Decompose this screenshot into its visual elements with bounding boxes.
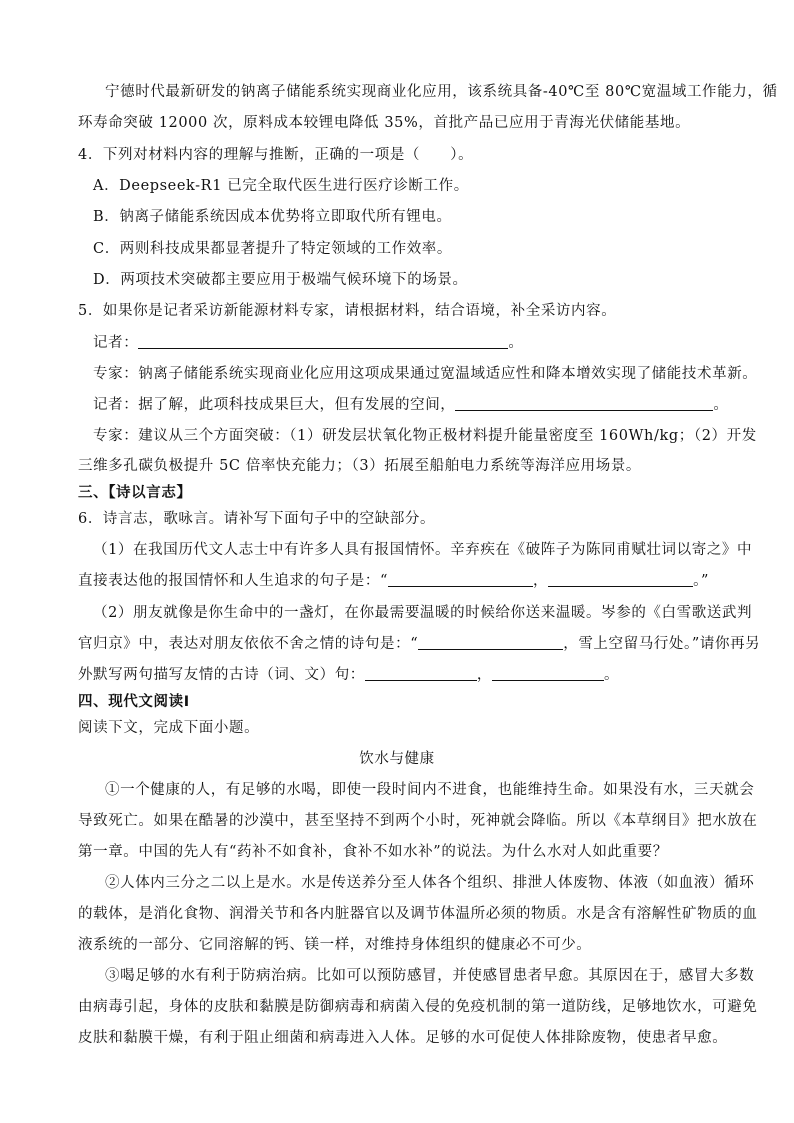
prompt-text: 官归京》中，表达对朋友依依不舍之情的诗句是：“ bbox=[78, 636, 419, 652]
prompt-text: ，雪上空留马行处。”请你再另 bbox=[563, 636, 761, 652]
answer-blank-6-2-c[interactable] bbox=[492, 665, 604, 681]
prompt-text: 直接表达他的报国情怀和人生追求的句子是：“ bbox=[78, 573, 389, 589]
punctuation: ， bbox=[476, 667, 493, 683]
para-1-line-1: ①一个健康的人，有足够的水喝，即使一段时间内不进食，也能维持生命。如果没有水，三天就会 bbox=[105, 782, 755, 798]
interview-expert-line-2b: 三维多孔碳负极提升 5C 倍率快充能力；（3）拓展至船舶电力系统等海洋应用场景。 bbox=[78, 458, 642, 474]
para-1-line-2: 导致死亡。如果在酷暑的沙漠中，甚至坚持不到两个小时，死神就会降临。所以《本草纲目》把水放在 bbox=[78, 813, 758, 829]
punctuation: 。 bbox=[604, 667, 620, 683]
para-2-line-3: 液系统的一部分、它同溶解的钙、镁一样，对维持身体组织的健康必不可少。 bbox=[78, 937, 592, 953]
question-6-part-2-line-3 bbox=[0, 664, 794, 686]
answer-blank-6-2-b[interactable] bbox=[365, 665, 477, 681]
para-2-line-2: 的载体，是消化食物、润滑关节和各内脏器官以及调节体温所必须的物质。水是含有溶解性矿物质的血 bbox=[78, 906, 758, 922]
para-3-line-3: 皮肤和黏膜干燥，有利于阻止细菌和病毒进入人体。足够的水可促使人体排除废物，使患者早愈。 bbox=[78, 1030, 728, 1046]
question-4-option-b: B．钠离子储能系统因成本优势将立即取代所有锂电。 bbox=[93, 209, 452, 225]
reporter-label: 记者： bbox=[93, 335, 139, 351]
interview-reporter-line-1 bbox=[0, 332, 794, 354]
question-4-option-a: A．Deepseek-R1 已完全取代医生进行医疗诊断工作。 bbox=[93, 178, 469, 194]
punctuation: ， bbox=[533, 573, 549, 589]
question-4-stem: 4．下列对材料内容的理解与推断，正确的一项是（ ）。 bbox=[78, 147, 474, 163]
answer-blank-6-1-b[interactable] bbox=[548, 571, 693, 587]
punctuation: 。” bbox=[693, 573, 709, 589]
section-3-heading: 三、【诗以言志】 bbox=[78, 485, 192, 501]
punctuation: 。 bbox=[713, 397, 729, 413]
interview-reporter-line-2 bbox=[0, 394, 794, 416]
question-6-part-1-line-2 bbox=[0, 570, 794, 592]
question-6-part-2-line-2 bbox=[0, 633, 794, 655]
interview-expert-line-1: 专家：钠离子储能系统实现商业化应用这项成果通过宽温域适应性和降本增效实现了储能技术革新。 bbox=[93, 366, 758, 382]
intro-line-1: 宁德时代最新研发的钠离子储能系统实现商业化应用，该系统具备-40℃至 80℃宽温域工作能力，循 bbox=[105, 84, 778, 100]
answer-blank-reporter-1[interactable] bbox=[138, 333, 508, 349]
article-title: 饮水与健康 bbox=[359, 751, 435, 767]
question-6-stem: 6．诗言志，歌咏言。请补写下面句子中的空缺部分。 bbox=[78, 511, 436, 527]
punctuation: 。 bbox=[508, 335, 524, 351]
para-3-line-1: ③喝足够的水有利于防病治病。比如可以预防感冒，并使感冒患者早愈。其原因在于，感冒大多数 bbox=[105, 968, 755, 984]
answer-blank-6-1-a[interactable] bbox=[388, 571, 533, 587]
question-6-part-2-line-1: （2）朋友就像是你生命中的一盏灯，在你最需要温暖的时候给你送来温暖。岑参的《白雪歌送武判 bbox=[93, 605, 753, 621]
answer-blank-reporter-2[interactable] bbox=[455, 395, 713, 411]
para-3-line-2: 由病毒引起，身体的皮肤和黏膜是防御病毒和病菌入侵的免疫机制的第一道防线，足够地饮水，可避免 bbox=[78, 999, 758, 1015]
reading-instruction: 阅读下文，完成下面小题。 bbox=[78, 720, 260, 736]
reporter-question: 记者：据了解，此项科技成果巨大，但有发展的空间， bbox=[93, 397, 456, 413]
para-2-line-1: ②人体内三分之二以上是水。水是传送养分至人体各个组织、排泄人体废物、体液（如血液）循环 bbox=[105, 875, 755, 891]
intro-line-2: 环寿命突破 12000 次，原料成本较锂电降低 35%，首批产品已应用于青海光伏储能基地。 bbox=[78, 115, 691, 131]
question-6-part-1-line-1: （1）在我国历代文人志士中有许多人具有报国情怀。辛弃疾在《破阵子为陈同甫赋壮词以寄之》中 bbox=[93, 542, 753, 558]
interview-expert-line-2a: 专家：建议从三个方面突破：（1）研发层状氧化物正极材料提升能量密度至 160Wh/kg；（2）开发 bbox=[93, 428, 757, 444]
prompt-text: 外默写两句描写友情的古诗（词、文）句： bbox=[78, 667, 365, 683]
question-4-option-c: C．两则科技成果都显著提升了特定领域的工作效率。 bbox=[93, 241, 452, 257]
answer-blank-6-2-a[interactable] bbox=[418, 634, 563, 650]
para-1-line-3: 第一章。中国的先人有“药补不如食补，食补不如水补”的说法。为什么水对人如此重要？ bbox=[78, 844, 668, 860]
section-4-heading: 四、现代文阅读Ⅰ bbox=[78, 694, 190, 710]
question-4-option-d: D．两项技术突破都主要应用于极端气候环境下的场景。 bbox=[93, 272, 468, 288]
question-5-stem: 5．如果你是记者采访新能源材料专家，请根据材料，结合语境，补全采访内容。 bbox=[78, 303, 617, 319]
